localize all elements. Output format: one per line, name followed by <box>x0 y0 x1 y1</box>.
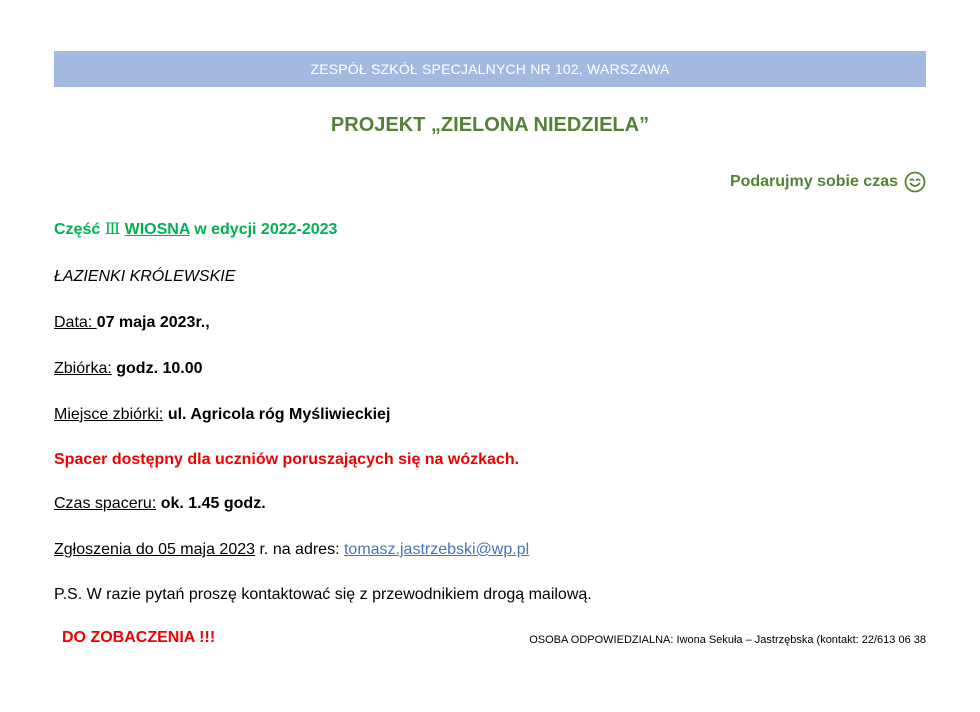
meeting-place-value: ul. Agricola róg Myśliwieckiej <box>167 406 391 423</box>
motto-text: Podarujmy sobie czas <box>729 173 898 190</box>
date-line <box>54 314 210 332</box>
school-name: ZESPÓŁ SZKÓŁ SPECJALNYCH NR 102, WARSZAWA <box>310 61 670 77</box>
meeting-place-label: Miejsce zbiórki: <box>54 406 164 423</box>
duration-line <box>54 495 266 513</box>
part-roman-numeral: Ⅲ <box>104 219 121 238</box>
registration-label: Zgłoszenia do 05 maja 2023 <box>54 541 256 558</box>
farewell-text: DO ZOBACZENIA !!! <box>62 629 216 646</box>
part-season: WIOSNA <box>124 221 190 238</box>
ps-note: P.S. W razie pytań proszę kontaktować się z przewodnikiem drogą mailową. <box>54 586 592 603</box>
duration-value: ok. 1.45 godz. <box>160 495 266 512</box>
date-label: Data: <box>54 314 97 331</box>
registration-line <box>54 541 529 559</box>
email-link[interactable]: tomasz.jastrzebski@wp.pl <box>343 541 530 558</box>
meeting-value: godz. 10.00 <box>116 360 203 377</box>
place-name: ŁAZIENKI KRÓLEWSKIE <box>54 268 236 285</box>
school-banner <box>54 51 926 87</box>
part-heading <box>54 219 337 239</box>
accessibility-note: Spacer dostępny dla uczniów poruszających się na wózkach. <box>54 451 520 468</box>
part-suffix: w edycji 2022-2023 <box>194 221 338 238</box>
meeting-label: Zbiórka: <box>54 360 112 377</box>
registration-middle: r. na adres: <box>255 541 344 558</box>
smiley-face-icon <box>904 171 926 193</box>
date-value: 07 maja 2023r., <box>96 314 210 331</box>
motto <box>730 171 926 193</box>
contact-person: OSOBA ODPOWIEDZIALNA: Iwona Sekuła – Jastrzębska (kontakt: 22/613 06 38 <box>529 634 926 646</box>
part-prefix: Część <box>54 221 101 238</box>
meeting-line <box>54 360 203 378</box>
duration-label: Czas spaceru: <box>54 495 157 512</box>
page-title: PROJEKT „ZIELONA NIEDZIELA” <box>330 114 650 136</box>
meeting-place-line <box>54 406 390 424</box>
